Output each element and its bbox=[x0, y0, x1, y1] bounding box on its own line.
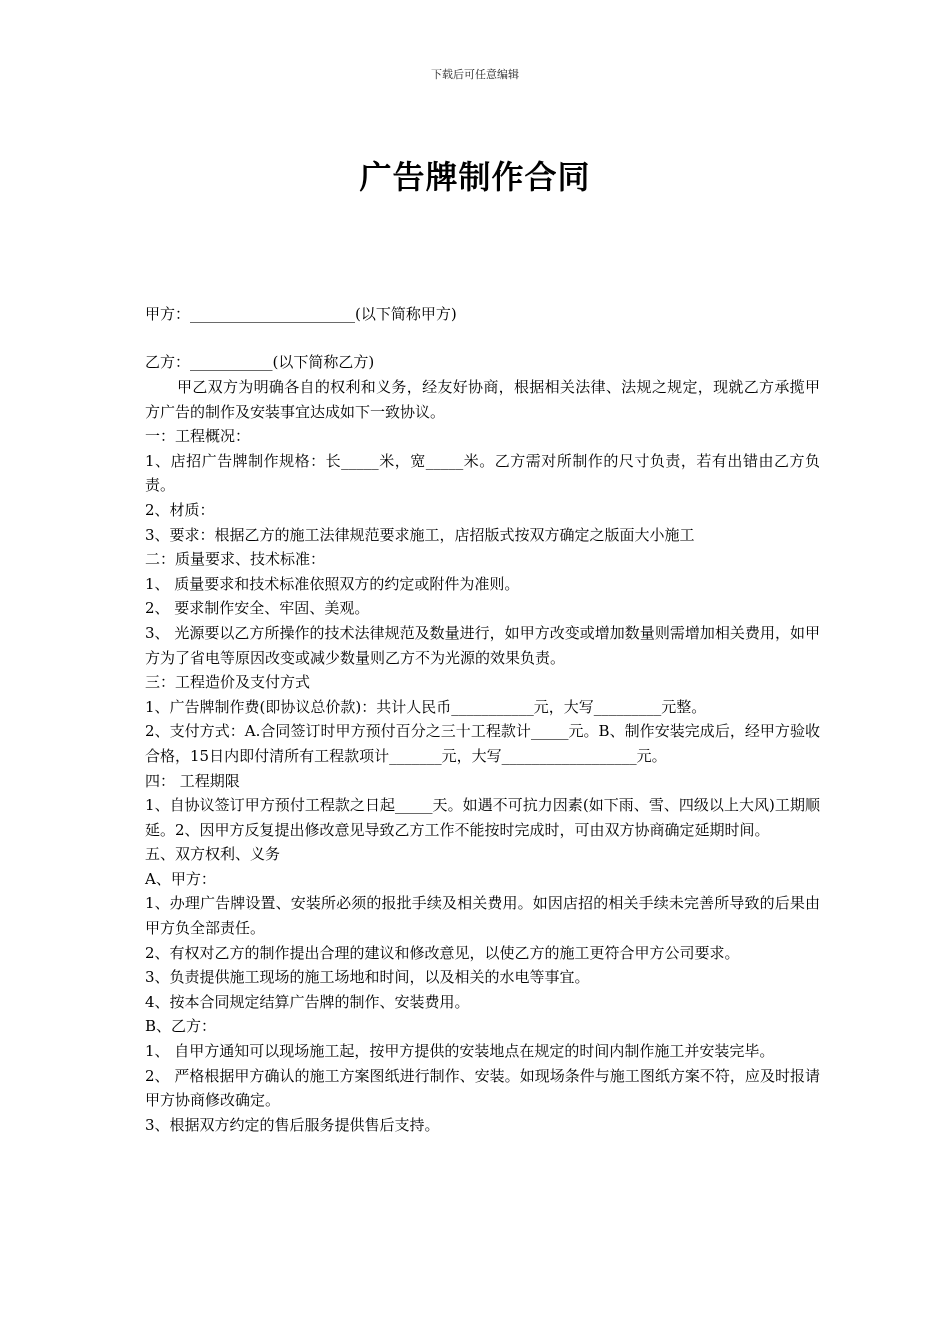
party-a-line: 甲方：______________________(以下简称甲方) bbox=[145, 305, 457, 323]
clause-4-1: 1、自协议签订甲方预付工程款之日起_____天。如遇不可抗力因素(如下雨、雪、四级以上大风)工期顺延。2、因甲方反复提出修改意见导致乙方工作不能按时完成时，可由双方协商确定延期时间。 bbox=[145, 796, 820, 839]
party-a-duties-heading: A、甲方： bbox=[145, 869, 216, 888]
party-b-line: 乙方：___________(以下简称乙方) bbox=[145, 353, 375, 371]
clause-a-4: 4、按本合同规定结算广告牌的制作、安装费用。 bbox=[145, 992, 470, 1011]
clause-3-2: 2、支付方式：A.合同签订时甲方预付百分之三十工程款计_____元。B、制作安装完成后，经甲方验收合格，15日内即付清所有工程款项计_______元，大写__________________元。 bbox=[145, 722, 820, 765]
section-heading-5: 五、双方权利、义务 bbox=[145, 845, 281, 864]
preamble-paragraph: 甲乙双方为明确各自的权利和义务，经友好协商，根据相关法律、法规之规定，现就乙方承揽甲方广告的制作及安装事宜达成如下一致协议。 bbox=[145, 378, 820, 421]
clause-b-3: 3、根据双方约定的售后服务提供售后支持。 bbox=[145, 1115, 440, 1134]
clause-1-3: 3、要求：根据乙方的施工法律规范要求施工，店招版式按双方确定之版面大小施工 bbox=[145, 525, 695, 544]
clause-b-1: 1、 自甲方通知可以现场施工起，按甲方提供的安装地点在规定的时间内制作施工并安装完毕。 bbox=[145, 1042, 775, 1061]
section-heading-3: 三：工程造价及支付方式 bbox=[145, 673, 311, 692]
section-heading-4: 四： 工程期限 bbox=[145, 771, 240, 790]
contract-body bbox=[145, 375, 820, 1137]
clause-1-2: 2、材质： bbox=[145, 500, 215, 519]
clause-3-1: 1、广告牌制作费(即协议总价款)：共计人民币___________元，大写_________元整。 bbox=[145, 697, 707, 716]
party-b-duties-heading: B、乙方： bbox=[145, 1017, 217, 1036]
clause-a-3: 3、负责提供施工现场的施工场地和时间，以及相关的水电等事宜。 bbox=[145, 968, 590, 987]
clause-b-2: 2、 严格根据甲方确认的施工方案图纸进行制作、安装。如现场条件与施工图纸方案不符，应及时报请甲方协商修改确定。 bbox=[145, 1066, 820, 1110]
clause-a-1: 1、办理广告牌设置、安装所必须的报批手续及相关费用。如因店招的相关手续未完善所导致的后果由甲方负全部责任。 bbox=[145, 894, 820, 938]
clause-2-1: 1、 质量要求和技术标准依照双方的约定或附件为准则。 bbox=[145, 574, 520, 593]
clause-a-2: 2、有权对乙方的制作提出合理的建议和修改意见，以使乙方的施工更符合甲方公司要求。 bbox=[145, 943, 740, 962]
clause-2-3: 3、 光源要以乙方所操作的技术法律规范及数量进行，如甲方改变或增加数量则需增加相关费用，如甲方为了省电等原因改变或减少数量则乙方不为光源的效果负责。 bbox=[145, 623, 820, 667]
clause-1-1: 1、店招广告牌制作规格：长_____米，宽_____米。乙方需对所制作的尺寸负责，若有出错由乙方负责。 bbox=[145, 451, 820, 495]
clause-2-2: 2、 要求制作安全、牢固、美观。 bbox=[145, 599, 370, 618]
document-title: 广告牌制作合同 bbox=[359, 158, 591, 196]
section-heading-2: 二：质量要求、技术标准： bbox=[145, 550, 326, 569]
section-heading-1: 一：工程概况： bbox=[145, 427, 251, 446]
header-note: 下载后可任意编辑 bbox=[431, 68, 519, 81]
